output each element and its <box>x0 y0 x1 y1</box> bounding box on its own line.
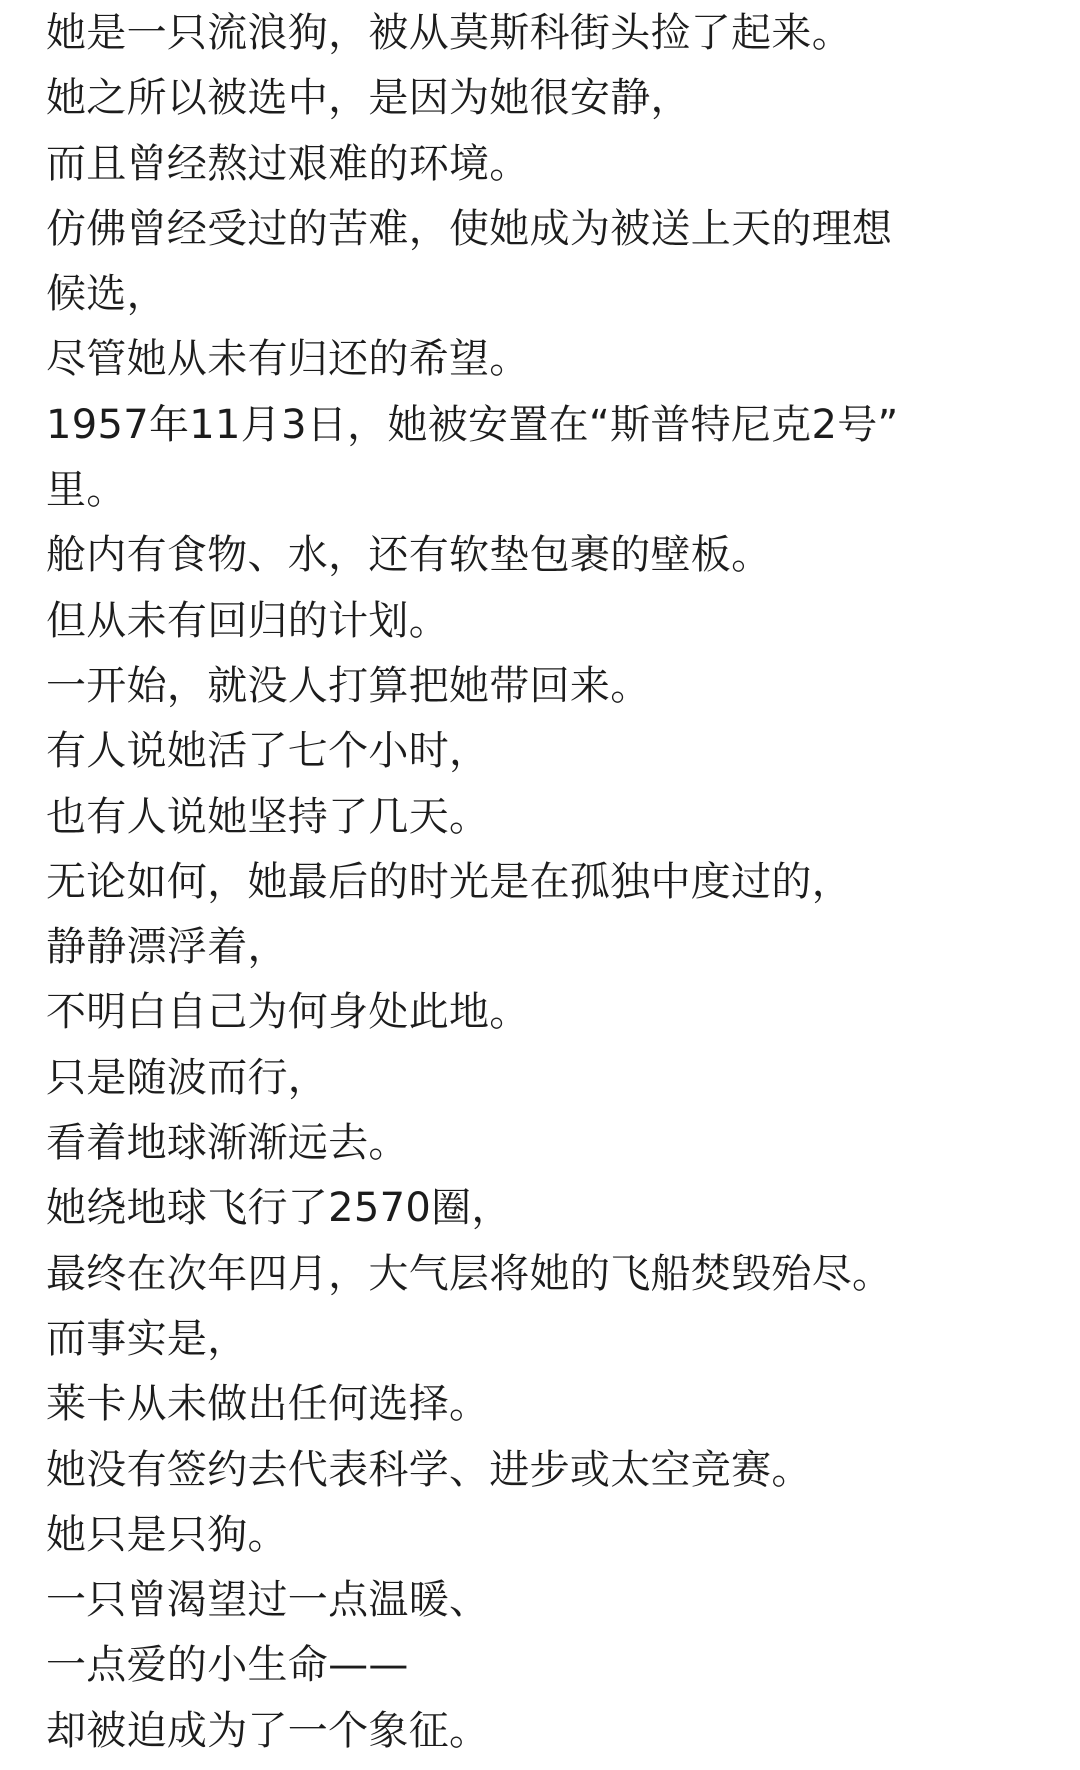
text-line: 1957年11月3日，她被安置在“斯普特尼克2号” <box>46 401 899 448</box>
text-line: 但从未有回归的计划。 <box>46 597 449 644</box>
text-line: 却被迫成为了一个象征。 <box>46 1707 490 1754</box>
text-line: 而事实是， <box>46 1315 248 1362</box>
text-line: 看着地球渐渐远去。 <box>46 1120 409 1167</box>
text-line: 一点爱的小生命—— <box>46 1642 409 1689</box>
text-line: 她没有签约去代表科学、进步或太空竞赛。 <box>46 1446 812 1493</box>
text-line: 尽管她从未有归还的希望。 <box>46 336 530 383</box>
text-line: 她绕地球飞行了2570圈， <box>46 1185 512 1232</box>
text-line: 里。 <box>46 467 127 514</box>
text-line: 也有人说她坚持了几天。 <box>46 793 490 840</box>
text-line: 仿佛曾经受过的苦难，使她成为被送上天的理想 <box>46 205 893 252</box>
text-line: 只是随波而行， <box>46 1054 329 1101</box>
text-line: 候选， <box>46 271 167 318</box>
text-line: 最终在次年四月，大气层将她的飞船焚毁殆尽。 <box>46 1250 893 1297</box>
text-line: 舱内有食物、水，还有软垫包裹的壁板。 <box>46 532 772 579</box>
text-line: 她是一只流浪狗，被从莫斯科街头捡了起来。 <box>46 10 852 56</box>
text-line: 一只曾渴望过一点温暖、 <box>46 1577 490 1624</box>
text-line: 而且曾经熬过艰难的环境。 <box>46 140 530 187</box>
text-line: 莱卡从未做出任何选择。 <box>46 1381 490 1428</box>
text-line: 一开始，就没人打算把她带回来。 <box>46 662 651 709</box>
text-line: 她只是只狗。 <box>46 1511 288 1558</box>
text-line: 不明白自己为何身处此地。 <box>46 989 530 1036</box>
text-line: 有人说她活了七个小时， <box>46 728 490 775</box>
text-line: 无论如何，她最后的时光是在孤独中度过的， <box>46 858 852 905</box>
text-line: 静静漂浮着， <box>46 924 288 971</box>
text-line: 她之所以被选中，是因为她很安静， <box>46 75 691 122</box>
